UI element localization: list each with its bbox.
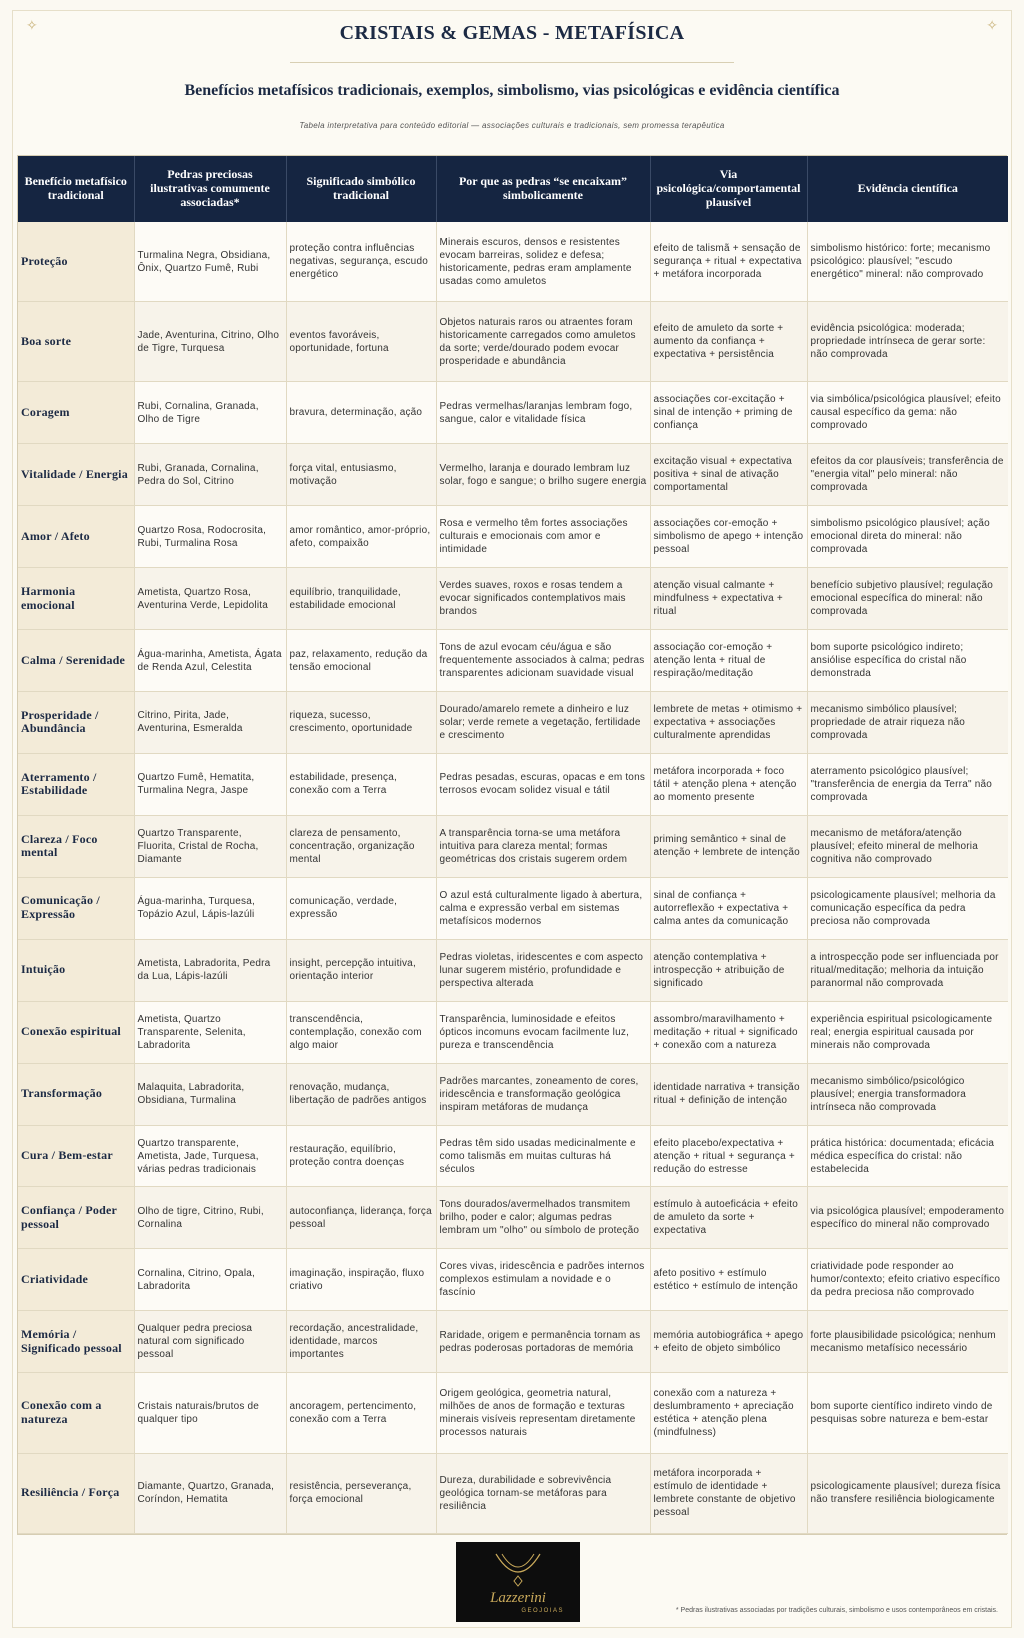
title-divider (290, 62, 734, 63)
cell-meaning: proteção contra influências negativas, segurança, escudo energético (286, 222, 436, 302)
cell-stones: Diamante, Quartzo, Granada, Coríndon, Hematita (134, 1453, 286, 1533)
cell-benefit: Proteção (18, 222, 134, 302)
table-header-row (18, 156, 1008, 222)
cell-benefit: Amor / Afeto (18, 506, 134, 568)
cell-psych: metáfora incorporada + estímulo de identidade + lembrete constante de objetivo pessoal (650, 1453, 807, 1533)
cell-why: Tons dourados/avermelhados transmitem brilho, poder e calor; algumas pedras lembram um "olho" ou símbolo de proteção (436, 1187, 650, 1249)
table-row (18, 939, 1008, 1001)
cell-meaning: recordação, ancestralidade, identidade, marcos importantes (286, 1311, 436, 1373)
logo-wordmark: Lazzerini (490, 1590, 546, 1606)
cell-stones: Quartzo Transparente, Fluorita, Cristal de Rocha, Diamante (134, 815, 286, 877)
column-header-stones: Pedras preciosas ilustrativas comumente associadas* (134, 156, 286, 222)
cell-psych: efeito de talismã + sensação de segurança + ritual + expectativa + metáfora incorporada (650, 222, 807, 302)
cell-psych: atenção contemplativa + introspecção + atribuição de significado (650, 939, 807, 1001)
cell-evidence: simbolismo psicológico plausível; ação emocional direta do mineral: não comprovada (807, 506, 1008, 568)
cell-why: Pedras têm sido usadas medicinalmente e como talismãs em muitas culturas há séculos (436, 1125, 650, 1187)
cell-meaning: equilíbrio, tranquilidade, estabilidade emocional (286, 568, 436, 630)
table-row (18, 382, 1008, 444)
cell-benefit: Calma / Serenidade (18, 630, 134, 692)
table-row (18, 753, 1008, 815)
cell-stones: Quartzo Fumê, Hematita, Turmalina Negra, Jaspe (134, 753, 286, 815)
cell-evidence: mecanismo simbólico plausível; propriedade de atrair riqueza não comprovada (807, 691, 1008, 753)
cell-benefit: Cura / Bem-estar (18, 1125, 134, 1187)
cell-why: Minerais escuros, densos e resistentes evocam barreiras, solidez e defesa; historicamente, pedras eram amplamente usadas como amuletos (436, 222, 650, 302)
table-row (18, 1311, 1008, 1373)
column-header-psych: Via psicológica/comportamental plausível (650, 156, 807, 222)
table-row (18, 222, 1008, 302)
cell-stones: Ametista, Labradorita, Pedra da Lua, Lápis-lazúli (134, 939, 286, 1001)
cell-stones: Ametista, Quartzo Transparente, Selenita, Labradorita (134, 1001, 286, 1063)
cell-benefit: Conexão espiritual (18, 1001, 134, 1063)
cell-evidence: simbolismo histórico: forte; mecanismo psicológico: plausível; "escudo energético" mineral: não comprovado (807, 222, 1008, 302)
cell-benefit: Criatividade (18, 1249, 134, 1311)
cell-psych: associação cor-emoção + atenção lenta + ritual de respiração/meditação (650, 630, 807, 692)
cell-evidence: aterramento psicológico plausível; "transferência de energia da Terra" não comprovada (807, 753, 1008, 815)
cell-why: Cores vivas, iridescência e padrões internos complexos estimulam a novidade e o fascínio (436, 1249, 650, 1311)
cell-why: Raridade, origem e permanência tornam as pedras poderosas portadoras de memória (436, 1311, 650, 1373)
cell-evidence: psicologicamente plausível; melhoria da comunicação específica da pedra preciosa não comprovada (807, 877, 1008, 939)
cell-meaning: autoconfiança, liderança, força pessoal (286, 1187, 436, 1249)
cell-why: Origem geológica, geometria natural, milhões de anos de formação e texturas minerais visíveis representam diretamente processos naturais (436, 1373, 650, 1453)
editorial-note: Tabela interpretativa para conteúdo editorial — associações culturais e tradicionais, sem promessa terapêutica (299, 121, 725, 130)
column-header-benefit: Benefício metafísico tradicional (18, 156, 134, 222)
cell-psych: memória autobiográfica + apego + efeito de objeto simbólico (650, 1311, 807, 1373)
cell-psych: efeito placebo/expectativa + atenção + ritual + segurança + redução do estresse (650, 1125, 807, 1187)
cell-evidence: bom suporte psicológico indireto; ansiólise específica do cristal não demonstrada (807, 630, 1008, 692)
cell-stones: Cornalina, Citrino, Opala, Labradorita (134, 1249, 286, 1311)
necklace-icon (456, 1542, 580, 1592)
cell-stones: Citrino, Pirita, Jade, Aventurina, Esmeralda (134, 691, 286, 753)
cell-meaning: transcendência, contemplação, conexão com algo maior (286, 1001, 436, 1063)
table-row (18, 506, 1008, 568)
cell-why: O azul está culturalmente ligado à abertura, calma e expressão verbal em sistemas metafísicos modernos (436, 877, 650, 939)
cell-stones: Rubi, Cornalina, Granada, Olho de Tigre (134, 382, 286, 444)
cell-meaning: amor romântico, amor-próprio, afeto, compaixão (286, 506, 436, 568)
cell-psych: efeito de amuleto da sorte + aumento da confiança + expectativa + persistência (650, 302, 807, 382)
cell-why: Pedras violetas, iridescentes e com aspecto lunar sugerem mistério, profundidade e perspectiva alterada (436, 939, 650, 1001)
table-row (18, 302, 1008, 382)
cell-why: Padrões marcantes, zoneamento de cores, iridescência e transformação geológica inspiram metáforas de mudança (436, 1063, 650, 1125)
cell-evidence: mecanismo simbólico/psicológico plausível; energia transformadora intrínseca não comprovada (807, 1063, 1008, 1125)
table-row (18, 1187, 1008, 1249)
cell-why: Pedras pesadas, escuras, opacas e em tons terrosos evocam solidez visual e tátil (436, 753, 650, 815)
cell-evidence: prática histórica: documentada; eficácia médica específica do cristal: não estabelecida (807, 1125, 1008, 1187)
cell-why: Transparência, luminosidade e efeitos ópticos incomuns evocam facilmente luz, pureza e transcendência (436, 1001, 650, 1063)
benefits-table-container (17, 155, 1007, 1535)
table-row (18, 1249, 1008, 1311)
cell-benefit: Prosperidade / Abundância (18, 691, 134, 753)
cell-psych: sinal de confiança + autorreflexão + expectativa + calma antes da comunicação (650, 877, 807, 939)
cell-meaning: riqueza, sucesso, crescimento, oportunidade (286, 691, 436, 753)
cell-psych: afeto positivo + estímulo estético + estímulo de intenção (650, 1249, 807, 1311)
cell-psych: associações cor-emoção + simbolismo de apego + intenção pessoal (650, 506, 807, 568)
cell-psych: lembrete de metas + otimismo + expectativa + associações culturalmente aprendidas (650, 691, 807, 753)
cell-evidence: mecanismo de metáfora/atenção plausível; efeito mineral de melhoria cognitiva não comprovado (807, 815, 1008, 877)
column-header-meaning: Significado simbólico tradicional (286, 156, 436, 222)
cell-why: Objetos naturais raros ou atraentes foram historicamente carregados como amuletos da sorte; verde/dourado podem evocar prosperidade e abundância (436, 302, 650, 382)
cell-evidence: via psicológica plausível; empoderamento específico do mineral não comprovado (807, 1187, 1008, 1249)
cell-why: Tons de azul evocam céu/água e são frequentemente associados à calma; pedras transparentes adicionam suavidade visual (436, 630, 650, 692)
cell-stones: Qualquer pedra preciosa natural com significado pessoal (134, 1311, 286, 1373)
cell-stones: Malaquita, Labradorita, Obsidiana, Turmalina (134, 1063, 286, 1125)
cell-psych: identidade narrativa + transição ritual + definição de intenção (650, 1063, 807, 1125)
cell-why: Rosa e vermelho têm fortes associações culturais e emocionais com amor e intimidade (436, 506, 650, 568)
cell-meaning: ancoragem, pertencimento, conexão com a Terra (286, 1373, 436, 1453)
cell-meaning: comunicação, verdade, expressão (286, 877, 436, 939)
cell-meaning: eventos favoráveis, oportunidade, fortuna (286, 302, 436, 382)
cell-meaning: resistência, perseverança, força emocional (286, 1453, 436, 1533)
cell-evidence: psicologicamente plausível; dureza física não transfere resiliência biologicamente (807, 1453, 1008, 1533)
brand-logo (456, 1542, 580, 1622)
cell-benefit: Memória / Significado pessoal (18, 1311, 134, 1373)
cell-stones: Olho de tigre, Citrino, Rubi, Cornalina (134, 1187, 286, 1249)
cell-why: Pedras vermelhas/laranjas lembram fogo, sangue, calor e vitalidade física (436, 382, 650, 444)
cell-evidence: criatividade pode responder ao humor/contexto; efeito criativo específico da pedra preciosa não comprovado (807, 1249, 1008, 1311)
cell-evidence: forte plausibilidade psicológica; nenhum mecanismo metafísico necessário (807, 1311, 1008, 1373)
cell-meaning: força vital, entusiasmo, motivação (286, 444, 436, 506)
cell-evidence: via simbólica/psicológica plausível; efeito causal específico da gema: não comprovado (807, 382, 1008, 444)
cell-why: Dureza, durabilidade e sobrevivência geológica tornam-se metáforas para resiliência (436, 1453, 650, 1533)
cell-evidence: evidência psicológica: moderada; propriedade intrínseca de gerar sorte: não comprovada (807, 302, 1008, 382)
table-row (18, 815, 1008, 877)
page-title: CRISTAIS & GEMAS - METAFÍSICA (339, 22, 685, 44)
cell-psych: metáfora incorporada + foco tátil + atenção plena + atenção ao momento presente (650, 753, 807, 815)
cell-psych: excitação visual + expectativa positiva + sinal de ativação comportamental (650, 444, 807, 506)
cell-psych: associações cor-excitação + sinal de intenção + priming de confiança (650, 382, 807, 444)
cell-psych: conexão com a natureza + deslumbramento + apreciação estética + atenção plena (mindfulness) (650, 1373, 807, 1453)
cell-benefit: Harmonia emocional (18, 568, 134, 630)
cell-benefit: Confiança / Poder pessoal (18, 1187, 134, 1249)
cell-stones: Ametista, Quartzo Rosa, Aventurina Verde, Lepidolita (134, 568, 286, 630)
cell-benefit: Clareza / Foco mental (18, 815, 134, 877)
cell-why: Vermelho, laranja e dourado lembram luz solar, fogo e sangue; o brilho sugere energia (436, 444, 650, 506)
cell-psych: priming semântico + sinal de atenção + lembrete de intenção (650, 815, 807, 877)
table-row (18, 691, 1008, 753)
cell-benefit: Boa sorte (18, 302, 134, 382)
table-row (18, 1373, 1008, 1453)
footnote: * Pedras ilustrativas associadas por tradições culturais, simbolismo e usos contemporâneos em cristais. (675, 1607, 998, 1614)
cell-why: A transparência torna-se uma metáfora intuitiva para clareza mental; formas geométricas dos cristais sugerem ordem (436, 815, 650, 877)
cell-psych: assombro/maravilhamento + meditação + ritual + significado + conexão com a natureza (650, 1001, 807, 1063)
ornament-right-icon: ✧ (986, 18, 998, 34)
cell-stones: Quartzo transparente, Ametista, Jade, Turquesa, várias pedras tradicionais (134, 1125, 286, 1187)
table-row (18, 444, 1008, 506)
column-header-evidence: Evidência científica (807, 156, 1008, 222)
cell-stones: Jade, Aventurina, Citrino, Olho de Tigre, Turquesa (134, 302, 286, 382)
cell-psych: atenção visual calmante + mindfulness + expectativa + ritual (650, 568, 807, 630)
cell-meaning: estabilidade, presença, conexão com a Terra (286, 753, 436, 815)
table-row (18, 877, 1008, 939)
cell-benefit: Aterramento / Estabilidade (18, 753, 134, 815)
table-row (18, 1001, 1008, 1063)
table-row (18, 1063, 1008, 1125)
table-row (18, 630, 1008, 692)
cell-benefit: Resiliência / Força (18, 1453, 134, 1533)
cell-meaning: renovação, mudança, libertação de padrões antigos (286, 1063, 436, 1125)
ornament-left-icon: ✧ (26, 18, 38, 34)
table-body (18, 222, 1008, 1534)
cell-benefit: Vitalidade / Energia (18, 444, 134, 506)
cell-evidence: benefício subjetivo plausível; regulação emocional específica do mineral: não comprovada (807, 568, 1008, 630)
cell-why: Dourado/amarelo remete a dinheiro e luz solar; verde remete a vegetação, fertilidade e crescimento (436, 691, 650, 753)
cell-psych: estímulo à autoeficácia + efeito de amuleto da sorte + expectativa (650, 1187, 807, 1249)
cell-stones: Turmalina Negra, Obsidiana, Ônix, Quartzo Fumê, Rubi (134, 222, 286, 302)
cell-meaning: bravura, determinação, ação (286, 382, 436, 444)
logo-subtext: GEOJOIAS (521, 1608, 564, 1614)
cell-benefit: Intuição (18, 939, 134, 1001)
cell-benefit: Conexão com a natureza (18, 1373, 134, 1453)
cell-benefit: Comunicação / Expressão (18, 877, 134, 939)
cell-meaning: clareza de pensamento, concentração, organização mental (286, 815, 436, 877)
table-row (18, 1453, 1008, 1533)
cell-evidence: bom suporte científico indireto vindo de pesquisas sobre natureza e bem-estar (807, 1373, 1008, 1453)
cell-meaning: paz, relaxamento, redução da tensão emocional (286, 630, 436, 692)
cell-stones: Água-marinha, Ametista, Ágata de Renda Azul, Celestita (134, 630, 286, 692)
cell-why: Verdes suaves, roxos e rosas tendem a evocar significados contemplativos mais brandos (436, 568, 650, 630)
cell-stones: Cristais naturais/brutos de qualquer tipo (134, 1373, 286, 1453)
cell-meaning: insight, percepção intuitiva, orientação interior (286, 939, 436, 1001)
page-subtitle: Benefícios metafísicos tradicionais, exemplos, simbolismo, vias psicológicas e evidência científica (184, 82, 840, 99)
cell-benefit: Coragem (18, 382, 134, 444)
table-row (18, 568, 1008, 630)
cell-meaning: imaginação, inspiração, fluxo criativo (286, 1249, 436, 1311)
cell-stones: Rubi, Granada, Cornalina, Pedra do Sol, Citrino (134, 444, 286, 506)
cell-meaning: restauração, equilíbrio, proteção contra doenças (286, 1125, 436, 1187)
cell-evidence: experiência espiritual psicologicamente real; energia espiritual causada por minerais não comprovada (807, 1001, 1008, 1063)
column-header-why: Por que as pedras “se encaixam” simbolicamente (436, 156, 650, 222)
table-row (18, 1125, 1008, 1187)
cell-evidence: efeitos da cor plausíveis; transferência de "energia vital" pelo mineral: não comprovada (807, 444, 1008, 506)
cell-stones: Quartzo Rosa, Rodocrosita, Rubi, Turmalina Rosa (134, 506, 286, 568)
benefits-table (18, 156, 1008, 1534)
cell-stones: Água-marinha, Turquesa, Topázio Azul, Lápis-lazúli (134, 877, 286, 939)
cell-benefit: Transformação (18, 1063, 134, 1125)
cell-evidence: a introspecção pode ser influenciada por ritual/meditação; melhoria da intuição paranormal não comprovada (807, 939, 1008, 1001)
